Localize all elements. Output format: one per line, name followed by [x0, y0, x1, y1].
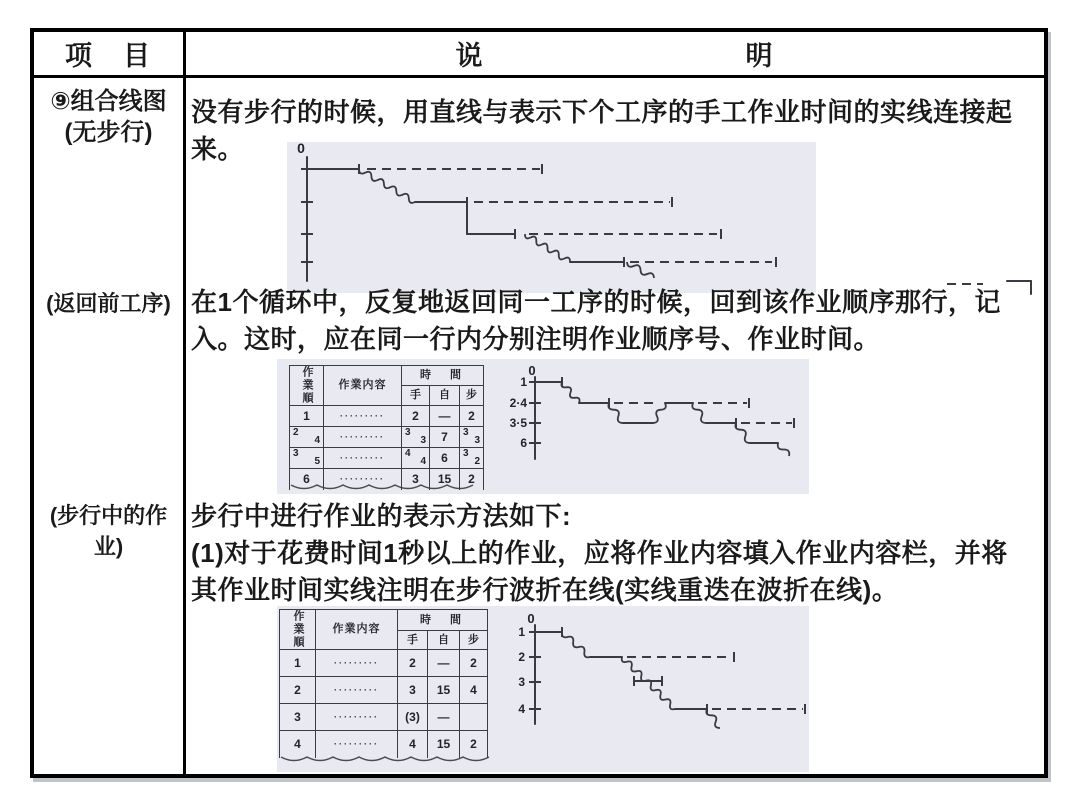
worktable-cell: 2	[460, 731, 488, 758]
worktable-cell: 2 4	[290, 427, 324, 448]
worktable-cell: ·········	[316, 731, 398, 758]
svg-text:2: 2	[518, 650, 525, 664]
worktable-cell: 3	[280, 704, 316, 731]
svg-text:1: 1	[520, 375, 527, 389]
worktable-cell: 步	[460, 631, 488, 650]
worktable-cell: 4	[460, 677, 488, 704]
header-desc-column	[186, 32, 1044, 78]
worktable-row	[280, 704, 488, 731]
work-sequence-table	[289, 365, 484, 490]
worktable-cell: 作業順	[290, 366, 324, 406]
worktable-cell: 2	[280, 677, 316, 704]
explanation-line: 步行中进行作业的表示方法如下:	[191, 501, 572, 531]
worktable-cell: ·········	[324, 427, 402, 448]
worktable-cell: 3 3	[460, 427, 484, 448]
item-column	[34, 78, 186, 774]
worktable-cell: 1	[280, 650, 316, 677]
svg-text:2·4: 2·4	[509, 396, 527, 410]
worktable-row	[290, 469, 484, 490]
worktable-row	[280, 650, 488, 677]
worktable-row	[280, 677, 488, 704]
explanation-line: 其作业时间实线注明在步行波折在线(实线重迭在波折在线)。	[191, 575, 899, 605]
svg-text:3: 3	[518, 675, 525, 689]
worktable-cell: 手	[398, 631, 428, 650]
worktable-cell: —	[428, 704, 460, 731]
explanation-line: 在1个循环中，反复地返回同一工序的时候，回到该作业顺序那行，记	[191, 287, 1001, 317]
worktable-cell: 7	[430, 427, 460, 448]
worktable-cell: 作業順	[280, 610, 316, 650]
worktable-cell: 2	[398, 650, 428, 677]
worktable-cell: 3	[402, 469, 430, 490]
worktable-cell: 4 4	[402, 448, 430, 469]
worktable-cell: 2	[402, 406, 430, 427]
paragraph-work-while-walking	[191, 498, 1043, 609]
worktable-cell: ·········	[316, 650, 398, 677]
header-item-column	[34, 32, 186, 78]
svg-text:4: 4	[518, 702, 525, 716]
worktable-cell: 15	[428, 731, 460, 758]
svg-text:1: 1	[518, 625, 525, 639]
explanation-line: 入。这时，应在同一行内分别注明作业顺序号、作业时间。	[191, 324, 881, 354]
worktable-cell: —	[428, 650, 460, 677]
worktable-cell: ·········	[316, 677, 398, 704]
worktable-cell: ·········	[316, 704, 398, 731]
worktable-cell: 15	[430, 469, 460, 490]
svg-text:3·5: 3·5	[509, 416, 527, 430]
worktable-cell: 自	[430, 386, 460, 406]
item-label-return-previous-process: (返回前工序)	[46, 291, 171, 316]
svg-text:0: 0	[297, 140, 305, 156]
worktable-cell: 作業内容	[324, 366, 402, 406]
worktable-cell: 2	[460, 469, 484, 490]
worktable-cell: ·········	[324, 469, 402, 490]
explanation-line: 没有步行的时候，用直线与表示下个工序的手工作业时间的实线连接起	[191, 97, 1013, 127]
worktable-cell: ·········	[324, 448, 402, 469]
svg-text:0: 0	[528, 363, 536, 378]
worktable-cell: 時 間	[402, 366, 484, 386]
worktable-cell: 步	[460, 386, 484, 406]
worktable-cell: 2	[460, 650, 488, 677]
no-walking-chart-svg	[283, 136, 1043, 298]
worktable-cell: 4	[280, 731, 316, 758]
worktable-row	[290, 406, 484, 427]
svg-text:0: 0	[527, 611, 535, 626]
worktable-cell: 3	[398, 677, 428, 704]
worktable-cell: 6	[290, 469, 324, 490]
worktable-cell: 作業内容	[316, 610, 398, 650]
worktable-cell: 4	[398, 731, 428, 758]
explanation-line: 来。	[191, 134, 245, 164]
worktable-row	[290, 448, 484, 469]
manual-table	[30, 28, 1048, 778]
item-label-combined-line-chart: ⑨组合线图 (无步行)	[50, 88, 167, 146]
figure-no-walking-chart	[283, 136, 1043, 298]
figure-work-while-walking-chart	[277, 606, 1037, 774]
worktable-cell: 手	[402, 386, 430, 406]
description-column	[186, 78, 1044, 774]
header-item-label: 项 目	[65, 41, 152, 71]
worktable-cell: 自	[428, 631, 460, 650]
worktable-cell: 15	[428, 677, 460, 704]
worktable-cell: 3 3	[402, 427, 430, 448]
worktable-cell: ·········	[324, 406, 402, 427]
svg-text:6: 6	[520, 436, 527, 450]
paragraph-return-previous-process	[191, 284, 1043, 358]
worktable-cell: 6	[430, 448, 460, 469]
explanation-line: (1)对于花费时间1秒以上的作业，应将作业内容填入作业内容栏，并将	[191, 538, 1008, 568]
worktable-cell: 3 5	[290, 448, 324, 469]
worktable-cell: 2	[460, 406, 484, 427]
figure-return-process-chart	[277, 354, 1037, 494]
header-desc-label: 说 明	[455, 41, 775, 71]
worktable-cell: 時 間	[398, 610, 488, 631]
worktable-cell: —	[430, 406, 460, 427]
work-sequence-table	[279, 609, 488, 758]
worktable-cell	[460, 704, 488, 731]
worktable-cell: 1	[290, 406, 324, 427]
worktable-row	[280, 731, 488, 758]
worktable-row	[290, 427, 484, 448]
worktable-cell: (3)	[398, 704, 428, 731]
item-label-work-while-walking: (步行中的作 业)	[49, 503, 168, 559]
worktable-cell: 3 2	[460, 448, 484, 469]
